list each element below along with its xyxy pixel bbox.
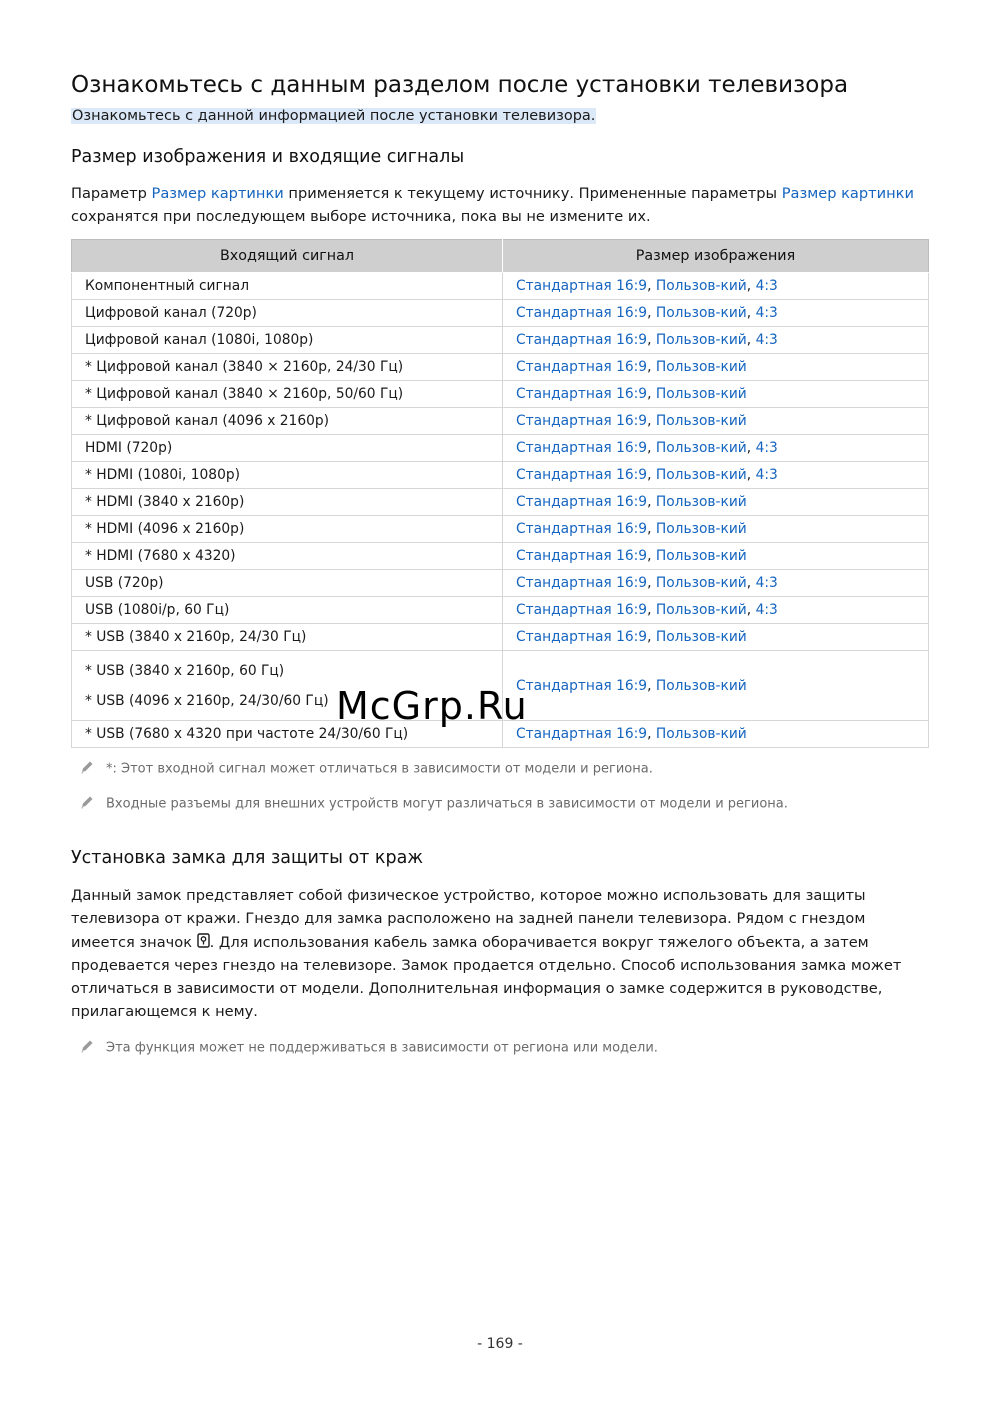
signal-cell: * HDMI (4096 x 2160p) xyxy=(72,516,503,543)
size-cell: Стандартная 16:9, Пользов-кий, 4:3 xyxy=(503,435,929,462)
size-cell: Стандартная 16:9, Пользов-кий xyxy=(503,721,929,748)
signal-cell: HDMI (720p) xyxy=(72,435,503,462)
table-row xyxy=(72,273,929,300)
section-paragraph-antitheft-lock: Данный замок представляет собой физическое устройство, которое можно использовать для защиты телевизора от кражи. Гнездо для замка расположено на задней панели телевизора. Рядом с гнездом имеется значок . Для использования кабель замка оборачивается вокруг тяжелого объекта, а затем продевается через гнездо на телевизоре. Замок продается отдельно. Способ использования замка может отличаться в зависимости от модели. Дополнительная информация о замке содержится в руководстве, прилагающемся к нему. xyxy=(71,887,902,1021)
table-row xyxy=(72,489,929,516)
table-row xyxy=(72,354,929,381)
signal-cell: * USB (7680 x 4320 при частоте 24/30/60 Гц) xyxy=(72,721,503,748)
picture-size-link: Размер картинки xyxy=(151,185,284,202)
table-row xyxy=(72,516,929,543)
table-row xyxy=(72,408,929,435)
pencil-note-icon xyxy=(79,794,99,814)
signal-cell: Цифровой канал (1080i, 1080p) xyxy=(72,327,503,354)
section-paragraph-picture-size: Параметр Размер картинки применяется к текущему источнику. Примененные параметры Размер картинки сохранятся при последующем выборе источника, пока вы не измените их. xyxy=(71,185,914,226)
table-row xyxy=(72,435,929,462)
size-cell: Стандартная 16:9, Пользов-кий, 4:3 xyxy=(503,597,929,624)
pencil-note-icon xyxy=(79,1038,99,1058)
pencil-note-icon xyxy=(79,759,99,779)
table-row xyxy=(72,327,929,354)
section-heading-antitheft-lock: Установка замка для защиты от краж xyxy=(71,848,424,868)
section-heading-picture-size: Размер изображения и входящие сигналы xyxy=(71,147,465,167)
signal-cell: * USB (3840 x 2160p, 60 Гц) * USB (4096 x 2160p, 24/30/60 Гц) xyxy=(72,651,503,721)
note-feature-support: Эта функция может не поддерживаться в зависимости от региона или модели. xyxy=(79,1038,658,1058)
table-row xyxy=(72,543,929,570)
page-title: Ознакомьтесь с данным разделом после установки телевизора xyxy=(71,72,849,98)
table-row xyxy=(72,462,929,489)
picture-size-link: Размер картинки xyxy=(781,185,914,202)
page-number: - 169 - xyxy=(477,1336,523,1352)
table-row xyxy=(72,300,929,327)
signal-cell: * USB (3840 x 2160p, 24/30 Гц) xyxy=(72,624,503,651)
table-header-row xyxy=(72,240,929,273)
size-cell: Стандартная 16:9, Пользов-кий xyxy=(503,543,929,570)
page-subtitle: Ознакомьтесь с данной информацией после установки телевизора. xyxy=(72,108,596,124)
column-header-picture-size: Размер изображения xyxy=(503,240,929,273)
note-signal-variance: *: Этот входной сигнал может отличаться в зависимости от модели и региона. xyxy=(79,759,653,779)
column-header-input-signal: Входящий сигнал xyxy=(72,240,503,273)
signal-cell: Цифровой канал (720p) xyxy=(72,300,503,327)
size-cell: Стандартная 16:9, Пользов-кий xyxy=(503,381,929,408)
table-row xyxy=(72,570,929,597)
size-cell: Стандартная 16:9, Пользов-кий xyxy=(503,624,929,651)
size-cell: Стандартная 16:9, Пользов-кий, 4:3 xyxy=(503,273,929,300)
signal-cell: USB (720p) xyxy=(72,570,503,597)
kensington-lock-icon xyxy=(197,934,210,951)
signal-cell: * Цифровой канал (3840 × 2160p, 50/60 Гц) xyxy=(72,381,503,408)
signal-table xyxy=(71,239,929,748)
size-cell: Стандартная 16:9, Пользов-кий xyxy=(503,354,929,381)
table-row xyxy=(72,624,929,651)
note-ports-variance: Входные разъемы для внешних устройств могут различаться в зависимости от модели и региона. xyxy=(79,794,788,814)
size-cell: Стандартная 16:9, Пользов-кий xyxy=(503,408,929,435)
signal-cell: * Цифровой канал (3840 × 2160p, 24/30 Гц) xyxy=(72,354,503,381)
signal-cell: * HDMI (3840 x 2160p) xyxy=(72,489,503,516)
size-cell: Стандартная 16:9, Пользов-кий, 4:3 xyxy=(503,327,929,354)
signal-cell: USB (1080i/p, 60 Гц) xyxy=(72,597,503,624)
signal-cell: * HDMI (1080i, 1080p) xyxy=(72,462,503,489)
size-cell: Стандартная 16:9, Пользов-кий, 4:3 xyxy=(503,300,929,327)
signal-cell: Компонентный сигнал xyxy=(72,273,503,300)
signal-cell: * Цифровой канал (4096 x 2160p) xyxy=(72,408,503,435)
size-cell: Стандартная 16:9, Пользов-кий, 4:3 xyxy=(503,570,929,597)
size-cell: Стандартная 16:9, Пользов-кий xyxy=(503,516,929,543)
watermark: McGrp.Ru xyxy=(336,684,528,728)
signal-cell: * HDMI (7680 x 4320) xyxy=(72,543,503,570)
table-row xyxy=(72,381,929,408)
size-cell: Стандартная 16:9, Пользов-кий xyxy=(503,651,929,721)
size-cell: Стандартная 16:9, Пользов-кий xyxy=(503,489,929,516)
size-cell: Стандартная 16:9, Пользов-кий, 4:3 xyxy=(503,462,929,489)
table-row xyxy=(72,597,929,624)
